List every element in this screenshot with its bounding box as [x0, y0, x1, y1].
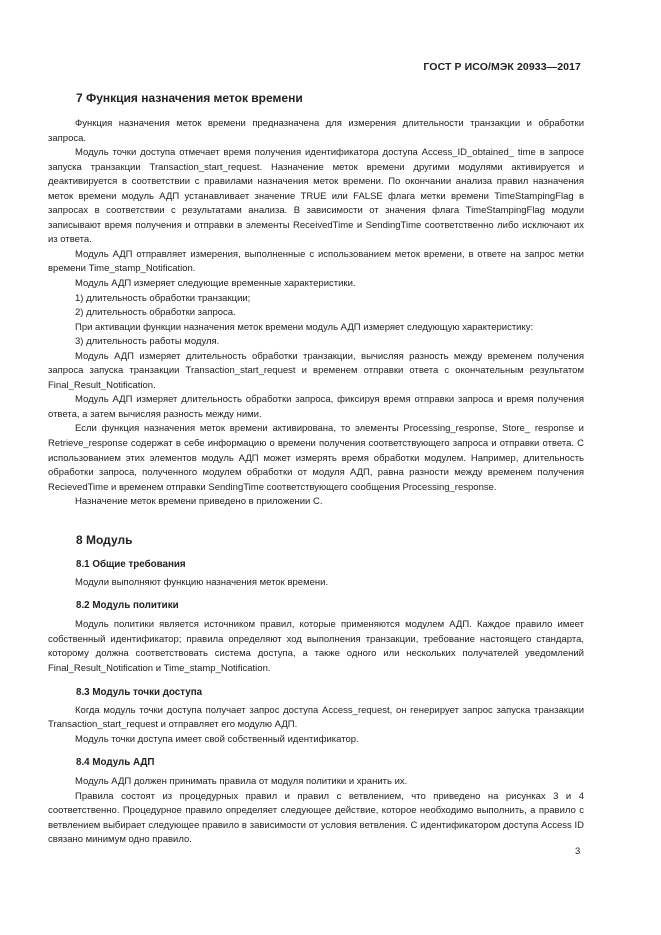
section-8-3-title: 8.3 Модуль точки доступа: [76, 686, 203, 698]
section-7-title: 7 Функция назначения меток времени: [76, 91, 303, 105]
section-8-2-body: [48, 618, 584, 676]
page-number: 3: [575, 846, 581, 857]
page-content: [48, 90, 584, 848]
paragraph: Функция назначения меток времени предназначена для измерения длительности транзакции и обработки запроса.: [48, 118, 584, 144]
list-item: 3) длительность работы модуля.: [75, 336, 220, 348]
paragraph: Модуль АДП измеряет длительность обработки запроса, фиксируя время отправки запроса и время получения ответа, а затем вычисляя разность между ними.: [48, 394, 584, 420]
section-8-4-title: 8.4 Модуль АДП: [76, 757, 155, 769]
standard-header: ГОСТ Р ИСО/МЭК 20933—2017: [423, 61, 581, 73]
paragraph: Правила состоят из процедурных правил и правил с ветвлением, что приведено на рисунках 3 и 4 соответственно. Процедурное правило определяет следующее действие, которое необходимо выполнить, а правило с ветвлением выбирает следующее правило в зависимости от условия ветвления. С идентификатором доступа Access ID связано минимум одно правило.: [48, 790, 584, 846]
section-8-2-title: 8.2 Модуль политики: [76, 600, 179, 612]
paragraph: Модуль АДП должен принимать правила от модуля политики и хранить их.: [75, 776, 408, 788]
paragraph: Модуль точки доступа имеет свой собственный идентификатор.: [75, 733, 359, 745]
section-8-3-body: [48, 704, 584, 748]
section-8-1-body: [48, 576, 584, 591]
paragraph: Модуль политики является источником правил, которые применяются модулем АДП. Каждое правило имеет собственный идентификатор; правила определяют ход выполнения транзакции, требование настоящего стандарта, которому должна соответствовать система доступа, а также одного или нескольких получателей уведомлений Final_Result_Notification и Time_stamp_Notification.: [48, 619, 584, 674]
paragraph: Назначение меток времени приведено в приложении С.: [75, 496, 323, 508]
paragraph: Модуль точки доступа отмечает время получения идентификатора доступа Access_ID_obtained_ time в запросе запуска транзакции Transaction_start_request. Назначение меток времени другими модулями активируется и деактивируется в соответствии с правилами назначения меток времени. По окончании анализа правил назначения меток времени модуль АДП устанавливает значение TRUE или FALSE флага метки времени TimeStampingFlag в запросах в соответствии с результатами анализа. В зависимости от значения флага TimeStampingFlag модули записывают время получения и отправки в элементы ReceivedTime и SendingTime соответственно либо исключают их из ответа.: [48, 147, 584, 246]
list-item: 2) длительность обработки запроса.: [75, 307, 236, 319]
paragraph: Если функция назначения меток времени активирована, то элементы Processing_response, Store_ response и Retrieve_response содержат в себе информацию о времени получения соответствующего запроса и отправки ответа. С использованием этих элементов модуль АДП может измерять время обработки модулем. Например, длительность обработки запроса, полученного модулем обработки от модуля АДП, равна разности между временем получения RecievedTime и временем отправки SendingTime соответствующего сообщения Processing_response.: [48, 423, 584, 493]
section-8-title: 8 Модуль: [76, 532, 133, 547]
paragraph: Модули выполняют функцию назначения меток времени.: [75, 576, 329, 588]
section-8-1-title: 8.1 Общие требования: [76, 558, 186, 570]
paragraph: Когда модуль точки доступа получает запрос доступа Access_request, он генерирует запрос запуска транзакции Transaction_start_request и отправляет его модулю АДП.: [48, 704, 584, 731]
section-7-body: [48, 117, 584, 510]
paragraph: Модуль АДП отправляет измерения, выполненные с использованием меток времени, в ответе на запрос метки времени Time_stamp_Notification.: [48, 248, 584, 275]
list-item: 1) длительность обработки транзакции;: [75, 292, 251, 304]
paragraph: Модуль АДП измеряет длительность обработки транзакции, вычисляя разность между временем получения запроса запуска транзакции Transaction_start_request и временем отправки ответа с окончательным результатом Final_Result_Notification.: [48, 350, 584, 391]
paragraph: При активации функции назначения меток времени модуль АДП измеряет следующую характеристику:: [75, 321, 534, 333]
paragraph: Модуль АДП измеряет следующие временные характеристики.: [75, 278, 356, 290]
section-8-4-body: [48, 775, 584, 848]
